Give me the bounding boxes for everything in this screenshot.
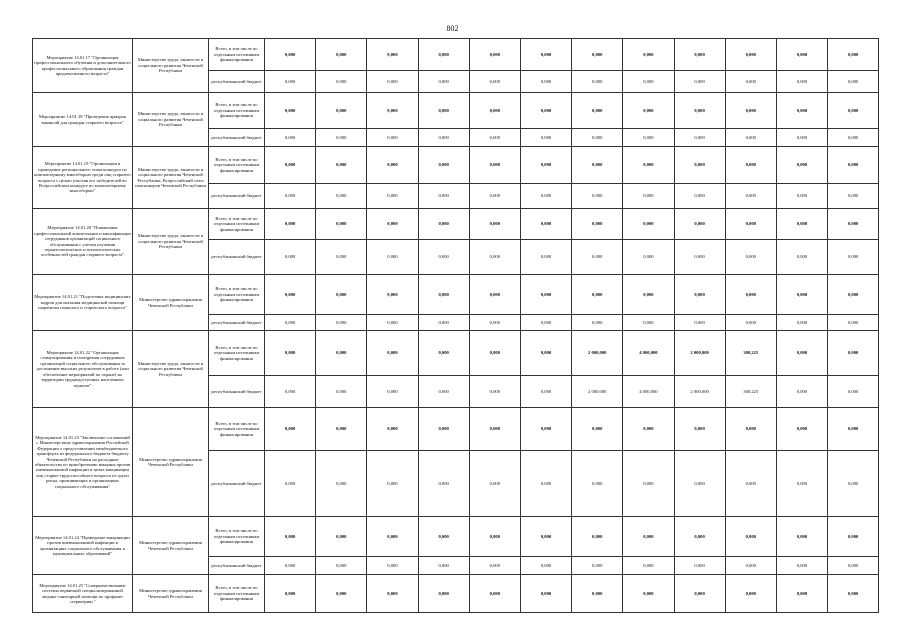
republic-value-cell: 0,000	[265, 376, 316, 408]
total-value-cell: 0,000	[674, 517, 725, 557]
total-value-cell: 0,000	[418, 39, 469, 71]
total-value-cell: 0,000	[265, 209, 316, 240]
total-value-cell: 0,000	[418, 147, 469, 184]
total-value-cell: 0,000	[623, 39, 674, 71]
total-value-cell: 0,000	[520, 39, 571, 71]
republic-value-cell: 0,000	[674, 557, 725, 575]
total-value-cell: 0,000	[674, 408, 725, 451]
measure-executor: Министерство здравоохранения Чеченской Республики	[133, 575, 209, 613]
measure-title: Мероприятие 14.01.20 "Повышение профессиональной компетенции и квалификации сотрудников организаций социального обслуживания с учетом изучения геронтологических и психологических особенностей граждан старшего возраста"	[33, 209, 133, 275]
republic-value-cell: 0,000	[265, 240, 316, 275]
total-value-cell: 0,000	[418, 575, 469, 613]
republic-value-cell: 0,000	[674, 451, 725, 517]
republic-value-cell: 2 000,000	[572, 376, 623, 408]
republic-value-cell: 0,000	[418, 184, 469, 209]
republic-value-cell: 0,000	[828, 240, 879, 275]
republic-value-cell: 0,000	[520, 129, 571, 147]
funding-source-total: Всего, в том числе по отдельным источникам финансирования	[209, 209, 265, 240]
total-value-cell: 0,000	[572, 147, 623, 184]
republic-value-cell: 0,000	[776, 451, 827, 517]
total-value-cell: 0,000	[776, 517, 827, 557]
measure-title: Мероприятие 14.01.24 "Проведение вакцинации против пневмококковой инфекции в организациях социального обслуживания и муниципальных образований"	[33, 517, 133, 575]
measure-executor: Министерство труда, занятости и социального развития Чеченской Республики	[133, 93, 209, 147]
total-value-cell: 0,000	[776, 93, 827, 129]
measure-executor: Министерство труда, занятости и социального развития Чеченской Республики	[133, 209, 209, 275]
republic-value-cell: 0,000	[623, 240, 674, 275]
total-value-cell: 0,000	[418, 93, 469, 129]
total-value-cell: 0,000	[776, 575, 827, 613]
total-value-cell: 0,000	[469, 93, 520, 129]
total-value-cell: 0,000	[265, 275, 316, 315]
total-value-cell: 0,000	[520, 331, 571, 376]
total-value-cell: 0,000	[572, 275, 623, 315]
total-value-cell: 0,000	[828, 39, 879, 71]
republic-value-cell: 0,000	[520, 451, 571, 517]
total-value-cell: 0,000	[316, 147, 367, 184]
total-value-cell: 0,000	[316, 209, 367, 240]
total-value-cell: 0,000	[776, 331, 827, 376]
total-value-cell: 0,000	[828, 575, 879, 613]
republic-value-cell: 0,000	[316, 451, 367, 517]
republic-value-cell: 0,000	[265, 557, 316, 575]
total-value-cell: 0,000	[776, 209, 827, 240]
republic-value-cell: 0,000	[725, 240, 776, 275]
funding-source-total: Всего, в том числе по отдельным источникам финансирования	[209, 147, 265, 184]
total-value-cell: 0,000	[520, 275, 571, 315]
total-value-cell: 0,000	[265, 517, 316, 557]
republic-value-cell: 0,000	[469, 184, 520, 209]
republic-value-cell: 0,000	[316, 557, 367, 575]
funding-source-republic: республиканский бюджет	[209, 376, 265, 408]
republic-value-cell: 0,000	[725, 557, 776, 575]
republic-value-cell: 0,000	[776, 184, 827, 209]
republic-value-cell: 0,000	[316, 71, 367, 93]
measure-title: Мероприятие 14.01.23 "Заключение соглашений с Министерством здравоохранения Российской Федерации о предоставлении межбюджетного трансферта из федерального бюджета бюджету Чеченской Республики на расходные обязательства по приобретению вакцины против пневмококковой инфекции и целях вакцинации лиц старше трудоспособного возраста из групп риска, проживающих в организациях социального обслуживания"	[33, 408, 133, 517]
republic-value-cell: 0,000	[828, 451, 879, 517]
measure-executor: Министерство труда, занятости и социального развития Чеченской Республики	[133, 39, 209, 93]
republic-value-cell: 0,000	[776, 71, 827, 93]
total-value-cell: 0,000	[828, 93, 879, 129]
republic-value-cell: 0,000	[776, 129, 827, 147]
total-value-cell: 0,000	[469, 147, 520, 184]
total-value-cell: 0,000	[265, 147, 316, 184]
total-value-cell: 2 000,000	[674, 331, 725, 376]
measure-title: Мероприятие 14.01.25 "Совершенствование системы первичной специализированной медико-санитарной помощи по профилю «гериатрия»"	[33, 575, 133, 613]
republic-value-cell: 0,000	[469, 240, 520, 275]
total-value-cell: 0,000	[725, 517, 776, 557]
total-value-cell: 0,000	[725, 147, 776, 184]
total-value-cell: 0,000	[367, 147, 418, 184]
funding-source-republic: республиканский бюджет	[209, 315, 265, 331]
republic-value-cell: 0,000	[776, 557, 827, 575]
republic-value-cell: 0,000	[469, 451, 520, 517]
republic-value-cell: 0,000	[520, 71, 571, 93]
total-value-cell: 0,000	[623, 147, 674, 184]
measure-title: Мероприятие 14.01.19 "Организация и проведение регионального этапа конкурса по компьютерному многоборью среди лиц старшего возраста с целью участия его победителей во Всероссийском конкурсе по компьютерному многоборью"	[33, 147, 133, 209]
total-value-cell: 0,000	[367, 209, 418, 240]
republic-value-cell: 0,000	[469, 376, 520, 408]
republic-value-cell: 0,000	[265, 184, 316, 209]
republic-value-cell: 0,000	[828, 376, 879, 408]
total-value-cell: 0,000	[572, 575, 623, 613]
republic-value-cell: 0,000	[725, 184, 776, 209]
total-value-cell: 300,225	[725, 331, 776, 376]
republic-value-cell: 0,000	[725, 315, 776, 331]
funding-source-total: Всего, в том числе по отдельным источникам финансирования	[209, 575, 265, 613]
total-value-cell: 0,000	[725, 93, 776, 129]
total-value-cell: 0,000	[469, 275, 520, 315]
measure-row-total	[33, 408, 879, 451]
page-number: 802	[446, 24, 459, 33]
total-value-cell: 0,000	[316, 575, 367, 613]
funding-source-total: Всего, в том числе по отдельным источникам финансирования	[209, 408, 265, 451]
total-value-cell: 0,000	[623, 93, 674, 129]
republic-value-cell: 0,000	[776, 240, 827, 275]
measure-title: Мероприятие 14.01.21 "Подготовка медицинских кадров для оказания медицинской помощи пациентам пожилого и старческого возраста"	[33, 275, 133, 331]
republic-value-cell: 0,000	[572, 129, 623, 147]
total-value-cell: 0,000	[520, 517, 571, 557]
republic-value-cell: 0,000	[418, 376, 469, 408]
total-value-cell: 0,000	[674, 209, 725, 240]
republic-value-cell: 0,000	[316, 240, 367, 275]
republic-value-cell: 0,000	[265, 315, 316, 331]
republic-value-cell: 0,000	[520, 315, 571, 331]
total-value-cell: 0,000	[520, 93, 571, 129]
total-value-cell: 0,000	[316, 93, 367, 129]
republic-value-cell: 0,000	[520, 376, 571, 408]
republic-value-cell: 2 000,000	[674, 376, 725, 408]
funding-source-total: Всего, в том числе по отдельным источникам финансирования	[209, 517, 265, 557]
republic-value-cell: 0,000	[776, 315, 827, 331]
republic-value-cell: 0,000	[572, 557, 623, 575]
total-value-cell: 0,000	[572, 93, 623, 129]
republic-value-cell: 0,000	[725, 129, 776, 147]
republic-value-cell: 0,000	[623, 71, 674, 93]
total-value-cell: 0,000	[623, 575, 674, 613]
total-value-cell: 0,000	[367, 275, 418, 315]
measure-executor: Министерство труда, занятости и социального развития Чеченской Республики, Всероссийский союз пенсионеров Чеченской Республики	[133, 147, 209, 209]
republic-value-cell: 0,000	[316, 376, 367, 408]
total-value-cell: 0,000	[469, 39, 520, 71]
funding-table	[32, 38, 879, 613]
total-value-cell: 0,000	[623, 275, 674, 315]
total-value-cell: 0,000	[520, 209, 571, 240]
total-value-cell: 0,000	[725, 408, 776, 451]
total-value-cell: 0,000	[572, 39, 623, 71]
funding-source-total: Всего, в том числе по отдельным источникам финансирования	[209, 93, 265, 129]
republic-value-cell: 0,000	[572, 240, 623, 275]
total-value-cell: 2 000,000	[572, 331, 623, 376]
funding-source-republic: республиканский бюджет	[209, 557, 265, 575]
republic-value-cell: 0,000	[367, 129, 418, 147]
republic-value-cell: 0,000	[623, 129, 674, 147]
republic-value-cell: 0,000	[265, 129, 316, 147]
measure-title: Мероприятие 14.01.17 "Организация профессионального обучения и дополнительного профессионального образования граждан предпенсионного возраста"	[33, 39, 133, 93]
total-value-cell: 0,000	[316, 275, 367, 315]
total-value-cell: 0,000	[776, 39, 827, 71]
republic-value-cell: 0,000	[316, 129, 367, 147]
total-value-cell: 0,000	[469, 408, 520, 451]
total-value-cell: 0,000	[265, 575, 316, 613]
total-value-cell: 0,000	[828, 275, 879, 315]
total-value-cell: 0,000	[316, 408, 367, 451]
total-value-cell: 0,000	[265, 331, 316, 376]
total-value-cell: 0,000	[265, 408, 316, 451]
total-value-cell: 0,000	[623, 408, 674, 451]
measure-executor: Министерство здравоохранения Чеченской Республики	[133, 517, 209, 575]
measure-title: Мероприятие 14.01.22 "Организация стимулирования и поощрения сотрудников организаций социального обслуживания за достижение высоких результатов в работе (или обеспечение мероприятий по охране) на территории труднодоступных населенных пунктов"	[33, 331, 133, 408]
republic-value-cell: 0,000	[674, 184, 725, 209]
total-value-cell: 0,000	[418, 209, 469, 240]
republic-value-cell: 0,000	[828, 71, 879, 93]
republic-value-cell: 0,000	[367, 376, 418, 408]
republic-value-cell: 0,000	[828, 557, 879, 575]
republic-value-cell: 0,000	[418, 315, 469, 331]
republic-value-cell: 0,000	[418, 557, 469, 575]
republic-value-cell: 0,000	[776, 376, 827, 408]
measure-executor: Министерство труда, занятости и социального развития Чеченской Республики	[133, 331, 209, 408]
republic-value-cell: 0,000	[572, 315, 623, 331]
republic-value-cell: 0,000	[265, 451, 316, 517]
republic-value-cell: 0,000	[520, 184, 571, 209]
total-value-cell: 0,000	[367, 331, 418, 376]
republic-value-cell: 0,000	[674, 129, 725, 147]
total-value-cell: 0,000	[674, 147, 725, 184]
republic-value-cell: 0,000	[623, 451, 674, 517]
republic-value-cell: 0,000	[418, 240, 469, 275]
total-value-cell: 0,000	[828, 331, 879, 376]
republic-value-cell: 0,000	[469, 71, 520, 93]
total-value-cell: 0,000	[418, 517, 469, 557]
measure-row-total	[33, 39, 879, 71]
republic-value-cell: 0,000	[469, 315, 520, 331]
republic-value-cell: 0,000	[674, 240, 725, 275]
republic-value-cell: 4 000,000	[623, 376, 674, 408]
funding-source-total: Всего, в том числе по отдельным источникам финансирования	[209, 331, 265, 376]
republic-value-cell: 0,000	[367, 315, 418, 331]
total-value-cell: 0,000	[572, 408, 623, 451]
total-value-cell: 0,000	[776, 275, 827, 315]
total-value-cell: 0,000	[828, 147, 879, 184]
total-value-cell: 0,000	[418, 408, 469, 451]
republic-value-cell: 0,000	[418, 451, 469, 517]
funding-source-republic: республиканский бюджет	[209, 451, 265, 517]
measure-row-total	[33, 275, 879, 315]
total-value-cell: 0,000	[367, 517, 418, 557]
total-value-cell: 0,000	[367, 93, 418, 129]
total-value-cell: 0,000	[572, 209, 623, 240]
funding-source-total: Всего, в том числе по отдельным источникам финансирования	[209, 39, 265, 71]
measure-row-total	[33, 209, 879, 240]
republic-value-cell: 0,000	[316, 184, 367, 209]
republic-value-cell: 0,000	[828, 184, 879, 209]
total-value-cell: 0,000	[572, 517, 623, 557]
republic-value-cell: 0,000	[367, 557, 418, 575]
total-value-cell: 0,000	[469, 517, 520, 557]
total-value-cell: 0,000	[725, 39, 776, 71]
total-value-cell: 0,000	[828, 209, 879, 240]
republic-value-cell: 0,000	[828, 129, 879, 147]
measure-executor: Министерство здравоохранения Чеченской Республики	[133, 275, 209, 331]
republic-value-cell: 0,000	[469, 129, 520, 147]
total-value-cell: 0,000	[265, 93, 316, 129]
measure-row-total	[33, 517, 879, 557]
measure-row-total	[33, 575, 879, 613]
total-value-cell: 0,000	[469, 209, 520, 240]
republic-value-cell: 0,000	[520, 557, 571, 575]
total-value-cell: 0,000	[674, 93, 725, 129]
total-value-cell: 0,000	[623, 209, 674, 240]
total-value-cell: 0,000	[367, 39, 418, 71]
total-value-cell: 0,000	[725, 575, 776, 613]
republic-value-cell: 0,000	[367, 71, 418, 93]
total-value-cell: 0,000	[316, 39, 367, 71]
total-value-cell: 0,000	[776, 408, 827, 451]
total-value-cell: 0,000	[520, 408, 571, 451]
measure-row-total	[33, 93, 879, 129]
total-value-cell: 0,000	[469, 331, 520, 376]
republic-value-cell: 0,000	[469, 557, 520, 575]
republic-value-cell: 0,000	[828, 315, 879, 331]
republic-value-cell: 0,000	[367, 240, 418, 275]
total-value-cell: 0,000	[520, 575, 571, 613]
total-value-cell: 0,000	[367, 575, 418, 613]
republic-value-cell: 0,000	[623, 184, 674, 209]
funding-source-republic: республиканский бюджет	[209, 184, 265, 209]
funding-source-total: Всего, в том числе по отдельным источникам финансирования	[209, 275, 265, 315]
total-value-cell: 0,000	[469, 575, 520, 613]
total-value-cell: 0,000	[520, 147, 571, 184]
republic-value-cell: 300,225	[725, 376, 776, 408]
total-value-cell: 0,000	[367, 408, 418, 451]
republic-value-cell: 0,000	[572, 184, 623, 209]
republic-value-cell: 0,000	[367, 451, 418, 517]
total-value-cell: 0,000	[674, 275, 725, 315]
total-value-cell: 0,000	[418, 275, 469, 315]
republic-value-cell: 0,000	[418, 129, 469, 147]
republic-value-cell: 0,000	[674, 315, 725, 331]
total-value-cell: 0,000	[674, 575, 725, 613]
total-value-cell: 0,000	[776, 147, 827, 184]
total-value-cell: 0,000	[725, 275, 776, 315]
republic-value-cell: 0,000	[367, 184, 418, 209]
republic-value-cell: 0,000	[572, 451, 623, 517]
measure-executor: Министерство здравоохранения Чеченской Республики	[133, 408, 209, 517]
funding-source-republic: республиканский бюджет	[209, 129, 265, 147]
funding-source-republic: республиканский бюджет	[209, 71, 265, 93]
total-value-cell: 0,000	[828, 517, 879, 557]
republic-value-cell: 0,000	[418, 71, 469, 93]
funding-source-republic: республиканский бюджет	[209, 240, 265, 275]
measure-title: Мероприятие 14.01.18 "Проведение ярмарок вакансий для граждан старшего возраста"	[33, 93, 133, 147]
republic-value-cell: 0,000	[725, 451, 776, 517]
republic-value-cell: 0,000	[674, 71, 725, 93]
total-value-cell: 0,000	[265, 39, 316, 71]
republic-value-cell: 0,000	[520, 240, 571, 275]
republic-value-cell: 0,000	[265, 71, 316, 93]
republic-value-cell: 0,000	[623, 557, 674, 575]
republic-value-cell: 0,000	[623, 315, 674, 331]
republic-value-cell: 0,000	[572, 71, 623, 93]
measure-row-total	[33, 331, 879, 376]
republic-value-cell: 0,000	[316, 315, 367, 331]
republic-value-cell: 0,000	[725, 71, 776, 93]
total-value-cell: 0,000	[418, 331, 469, 376]
total-value-cell: 0,000	[828, 408, 879, 451]
total-value-cell: 4 000,000	[623, 331, 674, 376]
total-value-cell: 0,000	[725, 209, 776, 240]
total-value-cell: 0,000	[674, 39, 725, 71]
total-value-cell: 0,000	[316, 331, 367, 376]
total-value-cell: 0,000	[316, 517, 367, 557]
total-value-cell: 0,000	[623, 517, 674, 557]
measure-row-total	[33, 147, 879, 184]
